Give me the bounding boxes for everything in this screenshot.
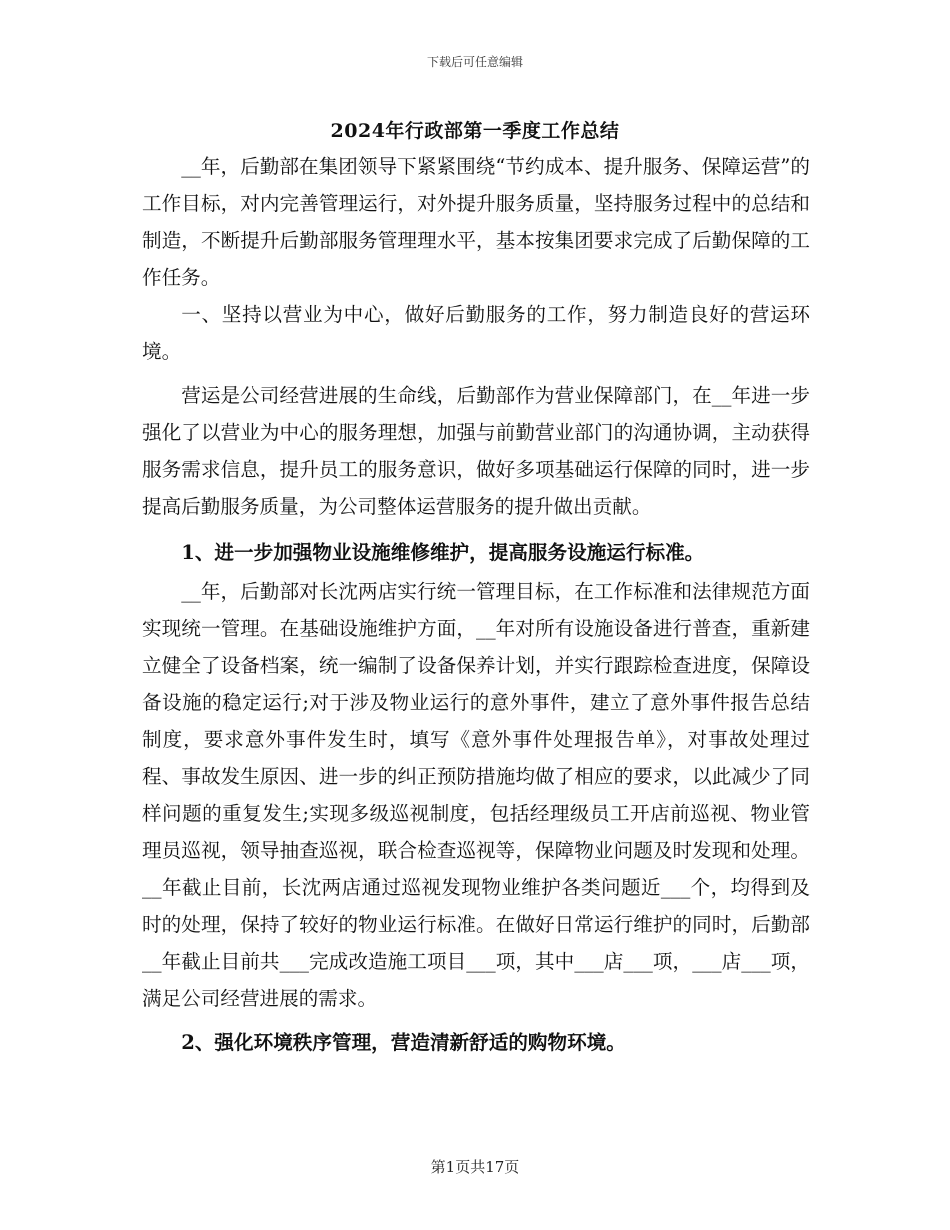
header-note: 下载后可任意编辑	[426, 55, 523, 69]
section-one-heading: 一、坚持以营业为中心，做好后勤服务的工作，努力制造良好的营运环境。	[142, 303, 810, 363]
document-title: 2024年行政部第一季度工作总结	[330, 120, 620, 142]
subsection-1-heading: 1、进一步加强物业设施维修维护，提高服务设施运行标准。	[181, 541, 705, 564]
section-one-paragraph: 营运是公司经营进展的生命线，后勤部作为营业保障部门，在__年进一步强化了以营业为中心的服务理想，加强与前勤营业部门的沟通协调，主动获得服务需求信息，提升员工的服务意识，做好多项基础运行保障的同时，进一步提高后勤服务质量，为公司整体运营服务的提升做出贡献。	[142, 384, 810, 518]
subsection-1-paragraph: __年，后勤部对长沈两店实行统一管理目标，在工作标准和法律规范方面实现统一管理。在基础设施维护方面，__年对所有设施设备进行普查，重新建立健全了设备档案，统一编制了设备保养计划，并实行跟踪检查进度，保障设备设施的稳定运行;对于涉及物业运行的意外事件，建立了意外事件报告总结制度，要求意外事件发生时，填写《意外事件处理报告单》，对事故处理过程、事故发生原因、进一步的纠正预防措施均做了相应的要求，以此减少了同样问题的重复发生;实现多级巡视制度，包括经理级员工开店前巡视、物业管理员巡视，领导抽查巡视，联合检查巡视等，保障物业问题及时发现和处理。__年截止目前，长沈两店通过巡视发现物业维护各类问题近___个，均得到及时的处理，保持了较好的物业运行标准。在做好日常运行维护的同时，后勤部__年截止目前共___完成改造施工项目___项，其中___店___项，___店___项，满足公司经营进展的需求。	[142, 580, 810, 1010]
subsection-2-heading: 2、强化环境秩序管理，营造清新舒适的购物环境。	[181, 1031, 626, 1054]
intro-paragraph: __年，后勤部在集团领导下紧紧围绕“节约成本、提升服务、保障运营”的工作目标，对内完善管理运行，对外提升服务质量，坚持服务过程中的总结和制造，不断提升后勤部服务管理理水平，基本按集团要求完成了后勤保障的工作任务。	[142, 155, 810, 289]
document-body	[142, 148, 810, 1061]
page-number: 第1页共17页	[430, 1158, 520, 1176]
